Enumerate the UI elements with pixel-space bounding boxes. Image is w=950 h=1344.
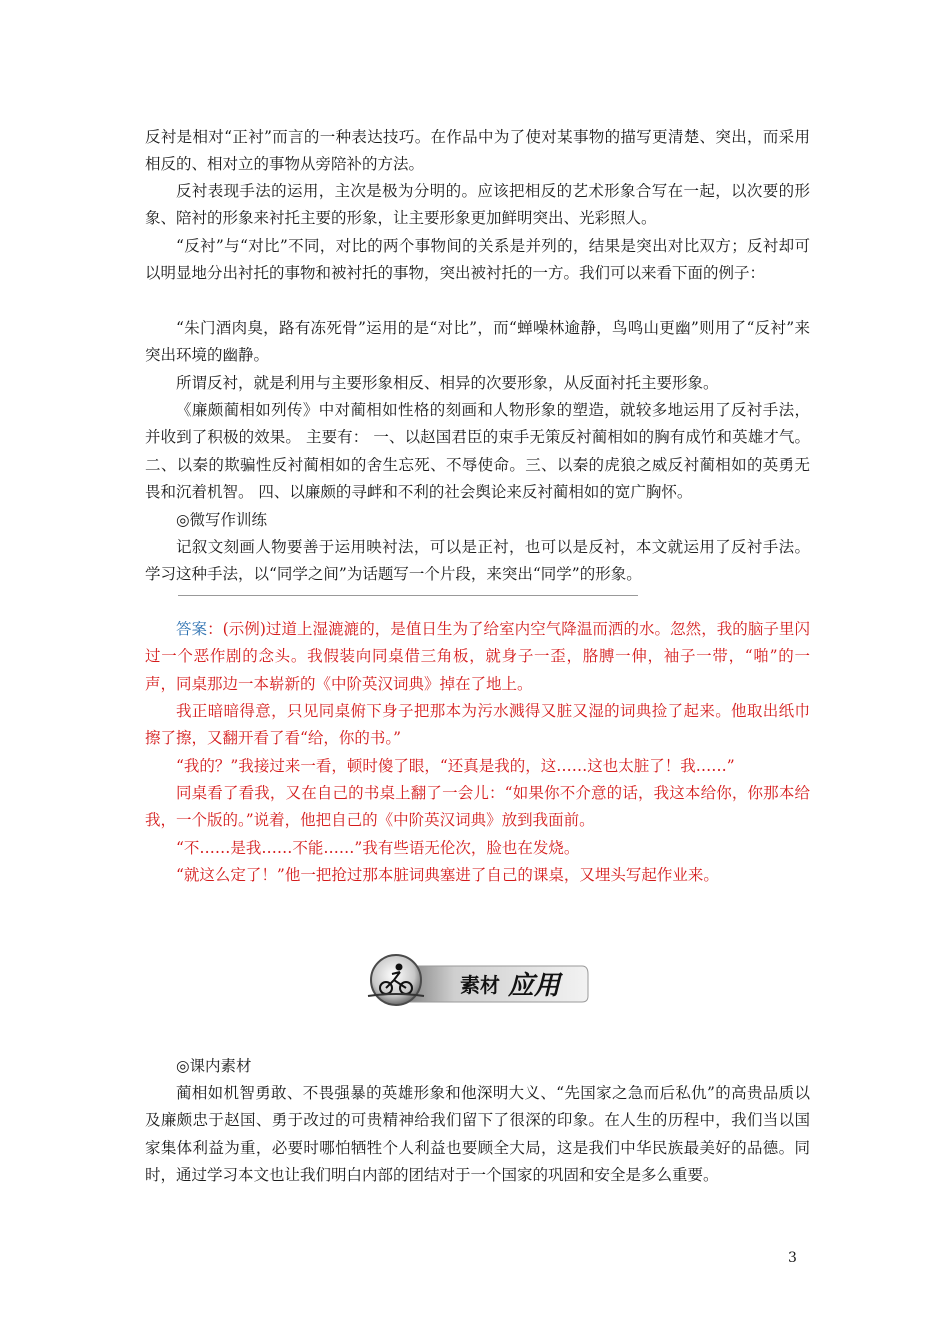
intro-paragraph-6: 《廉颇蔺相如列传》中对蔺相如性格的刻画和人物形象的塑造，就较多地运用了反衬手法，并收到了积极的效果。 主要有： 一、以赵国君臣的束手无策反衬蔺相如的胸有成竹和英雄才气。二、以秦的欺骗性反衬蔺相如的舍生忘死、不辱使命。三、以秦的虎狼之威反衬蔺相如的英勇无畏和沉着机智。 四、以廉颇的寻衅和不利的社会舆论来反衬蔺相如的宽广胸怀。 (145, 401, 810, 502)
practice-heading: ◎微写作训练 (176, 511, 268, 529)
material-heading: ◎课内素材 (176, 1057, 252, 1075)
answer-paragraph-1 (145, 616, 810, 698)
material-body: 蔺相如机智勇敢、不畏强暴的英雄形象和他深明大义、“先国家之急而后私仇”的高贵品质以及廉颇忠于赵国、勇于改过的可贵精神给我们留下了很深的印象。在人生的历程中，我们当以国家集体利益为重，必要时哪怕牺牲个人利益也要顾全大局，这是我们中华民族最美好的品德。同时，通过学习本文也让我们明白内部的团结对于一个国家的巩固和安全是多么重要。 (145, 1084, 810, 1185)
answer-paragraph-3: “我的？”我接过来一看，顿时傻了眼，“还真是我的，这……这也太脏了！我……” (176, 757, 735, 775)
banner-text-a: 素材 (460, 973, 500, 997)
divider-line (178, 595, 638, 596)
section-banner-material-application (362, 952, 590, 1008)
answer-paragraph-6: “就这么定了！”他一把抢过那本脏词典塞进了自己的课桌，又埋头写起作业来。 (176, 866, 719, 884)
answer-colon: ： (207, 620, 223, 638)
page-number: 3 (788, 1250, 797, 1266)
cyclist-badge (371, 955, 421, 1005)
intro-paragraph-3: “反衬”与“对比”不同，对比的两个事物间的关系是并列的，结果是突出对比双方；反衬却可以明显地分出衬托的事物和被衬托的事物，突出被衬托的一方。我们可以来看下面的例子： (145, 237, 810, 283)
intro-paragraph-2: 反衬表现手法的运用，主次是极为分明的。应该把相反的艺术形象合写在一起，以次要的形象、陪衬的形象来衬托主要的形象，让主要形象更加鲜明突出、光彩照人。 (145, 182, 810, 228)
answer-paragraph-2: 我正暗暗得意，只见同桌俯下身子把那本为污水溅得又脏又湿的词典捡了起来。他取出纸巾擦了擦，又翻开看了看“给，你的书。” (145, 702, 810, 748)
answer-paragraph-4: 同桌看了看我，又在自己的书桌上翻了一会儿：“如果你不介意的话，我这本给你，你那本给我，一个版的。”说着，他把自己的《中阶英汉词典》放到我面前。 (145, 784, 810, 830)
intro-paragraph-4: “朱门酒肉臭，路有冻死骨”运用的是“对比”，而“蝉噪林逾静，鸟鸣山更幽”则用了“反衬”来突出环境的幽静。 (145, 319, 810, 365)
intro-paragraph-5: 所谓反衬，就是利用与主要形象相反、相异的次要形象，从反面衬托主要形象。 (176, 374, 719, 392)
intro-paragraph-1: 反衬是相对“正衬”而言的一种表达技巧。在作品中为了使对某事物的描写更清楚、突出，而采用相反的、相对立的事物从旁陪补的方法。 (145, 128, 810, 174)
banner-text-b: 应用 (508, 971, 561, 1001)
answer-label: 答案 (176, 620, 208, 638)
answer-text: (示例)过道上湿漉漉的，是值日生为了给室内空气降温而洒的水。忽然，我的脑子里闪过一个恶作剧的念头。我假装向同桌借三角板，就身子一歪，胳膊一伸，袖子一带，“啪”的一声，同桌那边一本崭新的《中阶英汉词典》掉在了地上。 (145, 620, 810, 693)
answer-paragraph-5: “不……是我……不能……”我有些语无伦次，脸也在发烧。 (176, 839, 580, 857)
practice-prompt: 记叙文刻画人物要善于运用映衬法，可以是正衬，也可以是反衬，本文就运用了反衬手法。学习这种手法，以“同学之间”为话题写一个片段，来突出“同学”的形象。 (145, 538, 810, 584)
banner-graphic (362, 952, 590, 1008)
